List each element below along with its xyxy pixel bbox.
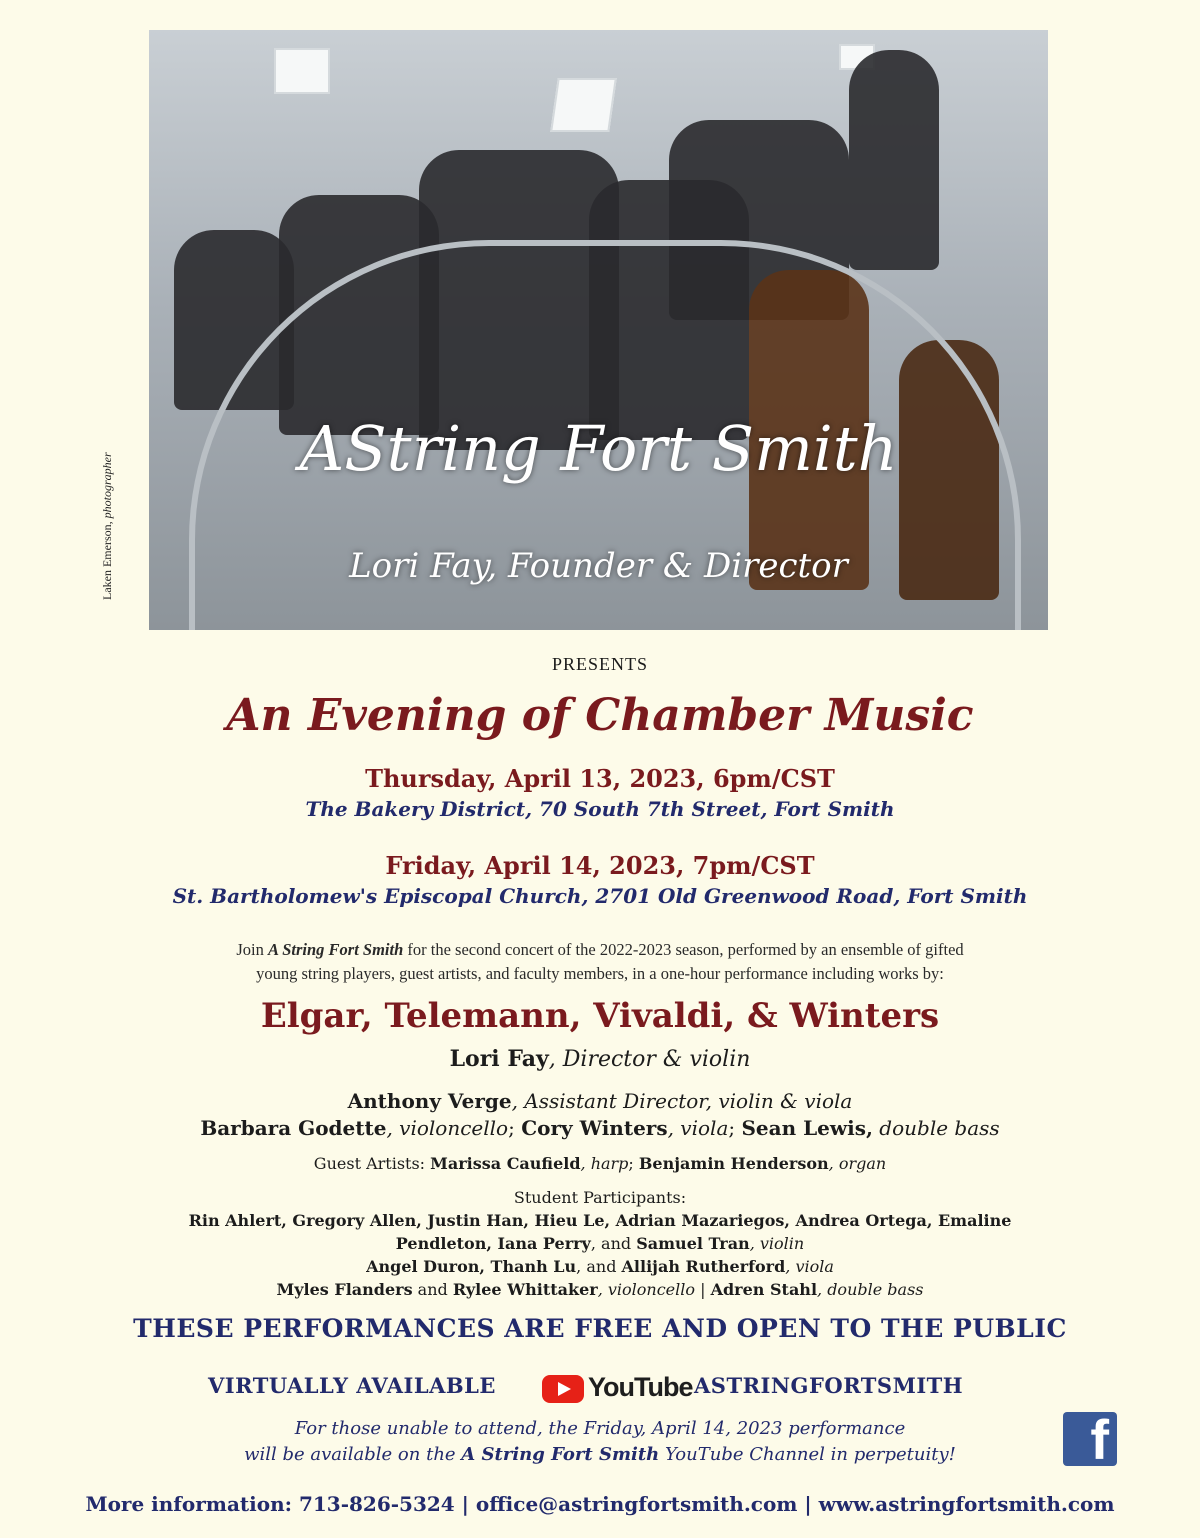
youtube-wordmark: YouTube (588, 1372, 693, 1402)
event-venue-1: The Bakery District, 70 South 7th Street, Fort Smith (305, 797, 895, 821)
students-label: Student Participants: (513, 1188, 687, 1207)
ceiling-light (550, 78, 617, 132)
ensemble-photo (149, 30, 1048, 630)
concert-title: An Evening of Chamber Music (226, 690, 974, 741)
director-line: Lori Fay, Director & violin (449, 1046, 751, 1072)
photo-subtitle: Lori Fay, Founder & Director (349, 546, 848, 586)
assistant-director-line: Anthony Verge, Assistant Director, violin & viola (347, 1089, 853, 1113)
photo-credit: Laken Emerson, photographer (100, 452, 114, 600)
students-violin-line-2: Pendleton, Iana Perry, and Samuel Tran, violin (395, 1234, 805, 1253)
free-admission-banner: THESE PERFORMANCES ARE FREE AND OPEN TO THE PUBLIC (133, 1314, 1067, 1343)
students-violin-line-1: Rin Ahlert, Gregory Allen, Justin Han, Hieu Le, Adrian Mazariegos, Andrea Ortega, Emaline (188, 1211, 1012, 1230)
intro-paragraph: Join A String Fort Smith for the second concert of the 2022-2023 season, performed by an ensemble of gifted young string players, guest artists, and faculty members, in a one-hour performance including works by: (236, 940, 964, 983)
presents-label: PRESENTS (551, 654, 649, 674)
event-date-1: Thursday, April 13, 2023, 6pm/CST (365, 764, 835, 793)
event-date-2: Friday, April 14, 2023, 7pm/CST (385, 851, 815, 880)
facebook-f-icon[interactable]: f (1063, 1412, 1117, 1466)
virtually-available-label: VIRTUALLY AVAILABLE (208, 1373, 496, 1398)
photo-title: AString Fort Smith (299, 412, 898, 485)
students-cello-bass-line: Myles Flanders and Rylee Whittaker, violoncello | Adren Stahl, double bass (276, 1280, 924, 1299)
event-venue-2: St. Bartholomew's Episcopal Church, 2701 Old Greenwood Road, Fort Smith (172, 884, 1028, 908)
students-viola-line: Angel Duron, Thanh Lu, and Allijah Rutherford, viola (366, 1257, 834, 1276)
youtube-note: For those unable to attend, the Friday, April 14, 2023 performance will be available on the A String Fort Smith YouTube Channel in perpetuity! (244, 1418, 956, 1465)
youtube-play-icon (542, 1375, 584, 1403)
composers-heading: Elgar, Telemann, Vivaldi, & Winters (260, 996, 940, 1036)
faculty-line: Barbara Godette, violoncello; Cory Winters, viola; Sean Lewis, double bass (200, 1116, 1000, 1140)
youtube-logo-icon[interactable] (542, 1372, 693, 1406)
channel-name[interactable]: ASTRINGFORTSMITH (694, 1373, 964, 1398)
musicians-group (849, 50, 939, 270)
student-participants (0, 1186, 1200, 1301)
ceiling-light (274, 48, 330, 94)
more-information-footer[interactable]: More information: 713-826-5324 | office@astringfortsmith.com | www.astringfortsmith.com (85, 1492, 1115, 1516)
guest-artists-line: Guest Artists: Marissa Caufield, harp; Benjamin Henderson, organ (313, 1154, 887, 1173)
